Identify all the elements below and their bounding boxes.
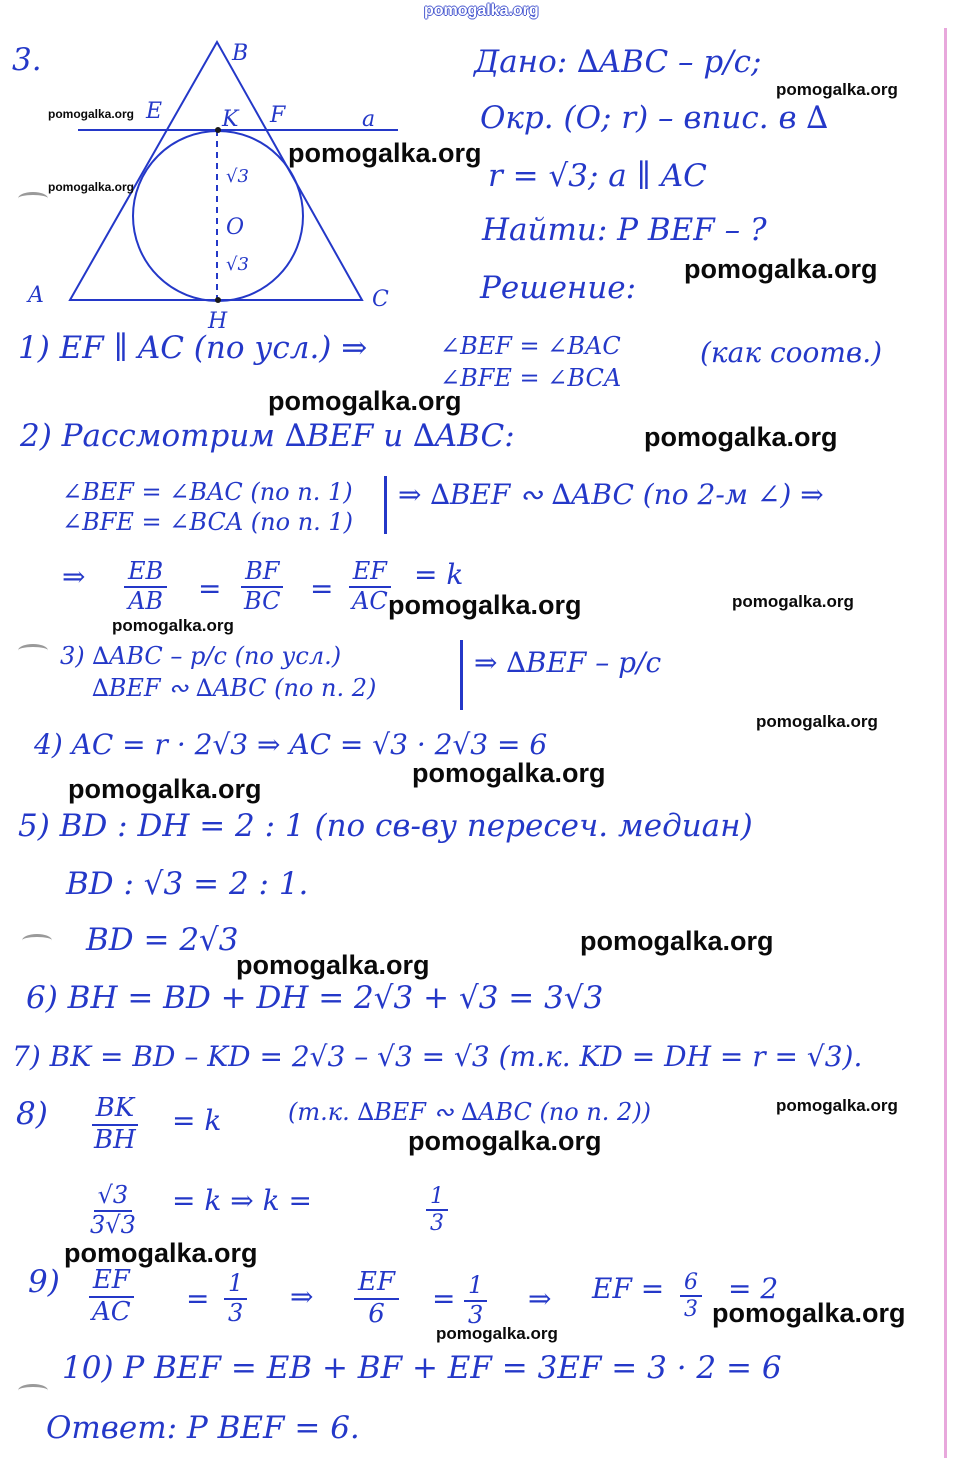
watermark: pomogalka.org <box>236 950 430 980</box>
label-sqrt3-upper: √3 <box>226 166 249 187</box>
watermark: pomogalka.org <box>388 590 582 620</box>
given-line-2: Окр. (O; r) – впис. в ∆ <box>480 100 828 136</box>
label-o: O <box>226 215 245 240</box>
watermark: pomogalka.org <box>776 80 898 99</box>
step-2-conclusion: ⇒ ∆BEF ∾ ∆ABC (по 2-м ∠) ⇒ <box>398 478 824 511</box>
step-8-k: = k <box>172 1104 222 1137</box>
step-2-text: 2) Рассмотрим ∆BEF и ∆ABC: <box>20 418 515 454</box>
step-3-line-1: 3) ∆ABC – р/с (по усл.) <box>60 642 342 670</box>
watermark: pomogalka.org <box>732 592 854 611</box>
watermark: pomogalka.org <box>68 774 262 804</box>
fraction-numerator: EF <box>89 1266 134 1298</box>
fraction-eb-ab <box>124 558 167 615</box>
find-line: Найти: P BEF – ? <box>482 212 767 248</box>
fraction-ef-6 <box>354 1268 399 1330</box>
fraction-bf-bc <box>240 558 284 615</box>
watermark: pomogalka.org <box>408 1126 602 1156</box>
step-3-brace <box>460 640 463 710</box>
label-h: H <box>208 309 228 334</box>
fraction-denominator: 3 <box>468 1300 484 1329</box>
step-2-angle-2: ∠BFE = ∠BCA (по п. 1) <box>62 508 354 536</box>
fraction-sqrt3-3sqrt3 <box>86 1182 140 1239</box>
fraction-one-third <box>464 1272 487 1329</box>
fraction-numerator: BF <box>241 558 283 588</box>
watermark: pomogalka.org <box>644 422 838 452</box>
fraction-6-3 <box>680 1270 702 1323</box>
fraction-denominator: BC <box>244 586 281 615</box>
fraction-one-third <box>224 1270 247 1327</box>
problem-number: 3. <box>12 42 42 78</box>
fraction-bk-bh <box>90 1094 140 1156</box>
fraction-denominator: 3 <box>430 1211 444 1237</box>
watermark: pomogalka.org <box>268 386 462 416</box>
step-1-angle-2: ∠BFE = ∠BCA <box>440 364 622 392</box>
watermark: pomogalka.org <box>436 1324 558 1343</box>
label-sqrt3-lower: √3 <box>226 254 249 275</box>
fraction-ef-ac <box>348 558 392 615</box>
watermark: pomogalka.org <box>48 107 135 121</box>
step-1-reason: (как соотв.) <box>700 336 883 369</box>
watermark: pomogalka.org <box>112 616 234 635</box>
step-9-label: 9) <box>28 1264 60 1300</box>
fraction-denominator: 6 <box>368 1298 385 1329</box>
fraction-k-value <box>426 1184 448 1237</box>
equals-sign: = <box>432 1282 456 1315</box>
ratio-arrow: ⇒ <box>62 560 86 593</box>
label-c: C <box>372 287 389 312</box>
given-line-3: r = √3; a ∥ AC <box>488 158 707 194</box>
fraction-denominator: 3 <box>228 1298 244 1327</box>
ef-equals: EF = <box>592 1272 665 1305</box>
fraction-denominator: 3√3 <box>90 1210 136 1239</box>
answer: Ответ: P BEF = 6. <box>46 1410 360 1446</box>
fraction-numerator: 1 <box>464 1272 487 1302</box>
step-3-line-2: ∆BEF ∾ ∆ABC (по п. 2) <box>92 674 377 702</box>
watermark: pomogalka.org <box>64 1238 258 1268</box>
watermark: pomogalka.org <box>712 1298 906 1328</box>
watermark: pomogalka.org <box>48 180 135 194</box>
ratio-k: = k <box>414 558 464 591</box>
point-h <box>215 297 221 303</box>
step-5-line-3: BD = 2√3 <box>86 922 239 958</box>
triangle-figure <box>0 0 430 340</box>
punch-hole <box>18 644 48 657</box>
step-5-line-2: BD : √3 = 2 : 1. <box>66 866 309 902</box>
step-1-text: 1) EF ∥ AC (по усл.) ⇒ <box>18 330 368 366</box>
fraction-numerator: 1 <box>426 1184 448 1211</box>
fraction-denominator: AB <box>128 586 164 615</box>
watermark: pomogalka.org <box>412 758 606 788</box>
arrow: ⇒ <box>290 1280 314 1313</box>
fraction-denominator: AC <box>92 1296 131 1327</box>
fraction-denominator: 3 <box>684 1297 698 1323</box>
fraction-numerator: BK <box>92 1094 139 1126</box>
given-line-1: Дано: ∆ABC – р/с; <box>474 44 762 80</box>
label-a-line: a <box>362 107 376 132</box>
fraction-ef-ac-9 <box>88 1266 135 1328</box>
fraction-numerator: √3 <box>94 1182 133 1212</box>
label-k: K <box>222 107 239 132</box>
system-brace <box>384 476 387 534</box>
step-5-line-1: 5) BD : DH = 2 : 1 (по св-ву пересеч. медиан) <box>18 808 753 844</box>
fraction-denominator: AC <box>352 586 388 615</box>
step-6: 6) BH = BD + DH = 2√3 + √3 = 3√3 <box>26 980 604 1016</box>
fraction-numerator: EB <box>124 558 167 588</box>
punch-hole <box>18 1384 48 1397</box>
label-f: F <box>270 103 286 128</box>
watermark: pomogalka.org <box>684 254 878 284</box>
watermark: pomogalka.org <box>288 138 482 168</box>
label-a: A <box>28 283 44 308</box>
triangle-abc <box>70 42 362 300</box>
fraction-denominator: BH <box>94 1124 136 1155</box>
step-4: 4) AC = r · 2√3 ⇒ AC = √3 · 2√3 = 6 <box>34 728 548 761</box>
watermark: pomogalka.org <box>776 1096 898 1115</box>
arrow: ⇒ <box>528 1282 552 1315</box>
equals-sign: = <box>186 1282 210 1315</box>
step-3-conclusion: ⇒ ∆BEF – р/с <box>474 646 662 679</box>
watermark: pomogalka.org <box>756 712 878 731</box>
step-2-angle-1: ∠BEF = ∠BAC (по п. 1) <box>62 478 353 506</box>
fraction-numerator: EF <box>349 558 391 588</box>
step-1-angle-1: ∠BEF = ∠BAC <box>440 332 621 360</box>
point-k <box>215 127 221 133</box>
equals-sign: = <box>310 572 334 605</box>
watermark-top: pomogalka.org <box>424 2 539 19</box>
punch-hole <box>22 934 52 947</box>
fraction-numerator: EF <box>354 1268 399 1300</box>
watermark: pomogalka.org <box>580 926 774 956</box>
step-10: 10) P BEF = EB + BF + EF = 3EF = 3 · 2 = 6 <box>62 1350 782 1386</box>
fraction-numerator: 1 <box>224 1270 247 1300</box>
step-8-result: = k ⇒ k = <box>172 1184 312 1217</box>
label-e: E <box>146 99 163 124</box>
equals-sign: = <box>198 572 222 605</box>
fraction-numerator: 6 <box>680 1270 702 1297</box>
step-7: 7) BK = BD – KD = 2√3 – √3 = √3 (т.к. KD = DH = r = √3). <box>12 1040 863 1073</box>
step-8-label: 8) <box>16 1096 48 1132</box>
label-b: B <box>232 41 249 66</box>
solution-heading: Решение: <box>480 270 637 306</box>
ef-result: = 2 <box>728 1272 779 1305</box>
margin-line <box>944 28 947 1458</box>
step-8-note: (т.к. ∆BEF ∾ ∆ABC (по п. 2)) <box>288 1098 652 1126</box>
